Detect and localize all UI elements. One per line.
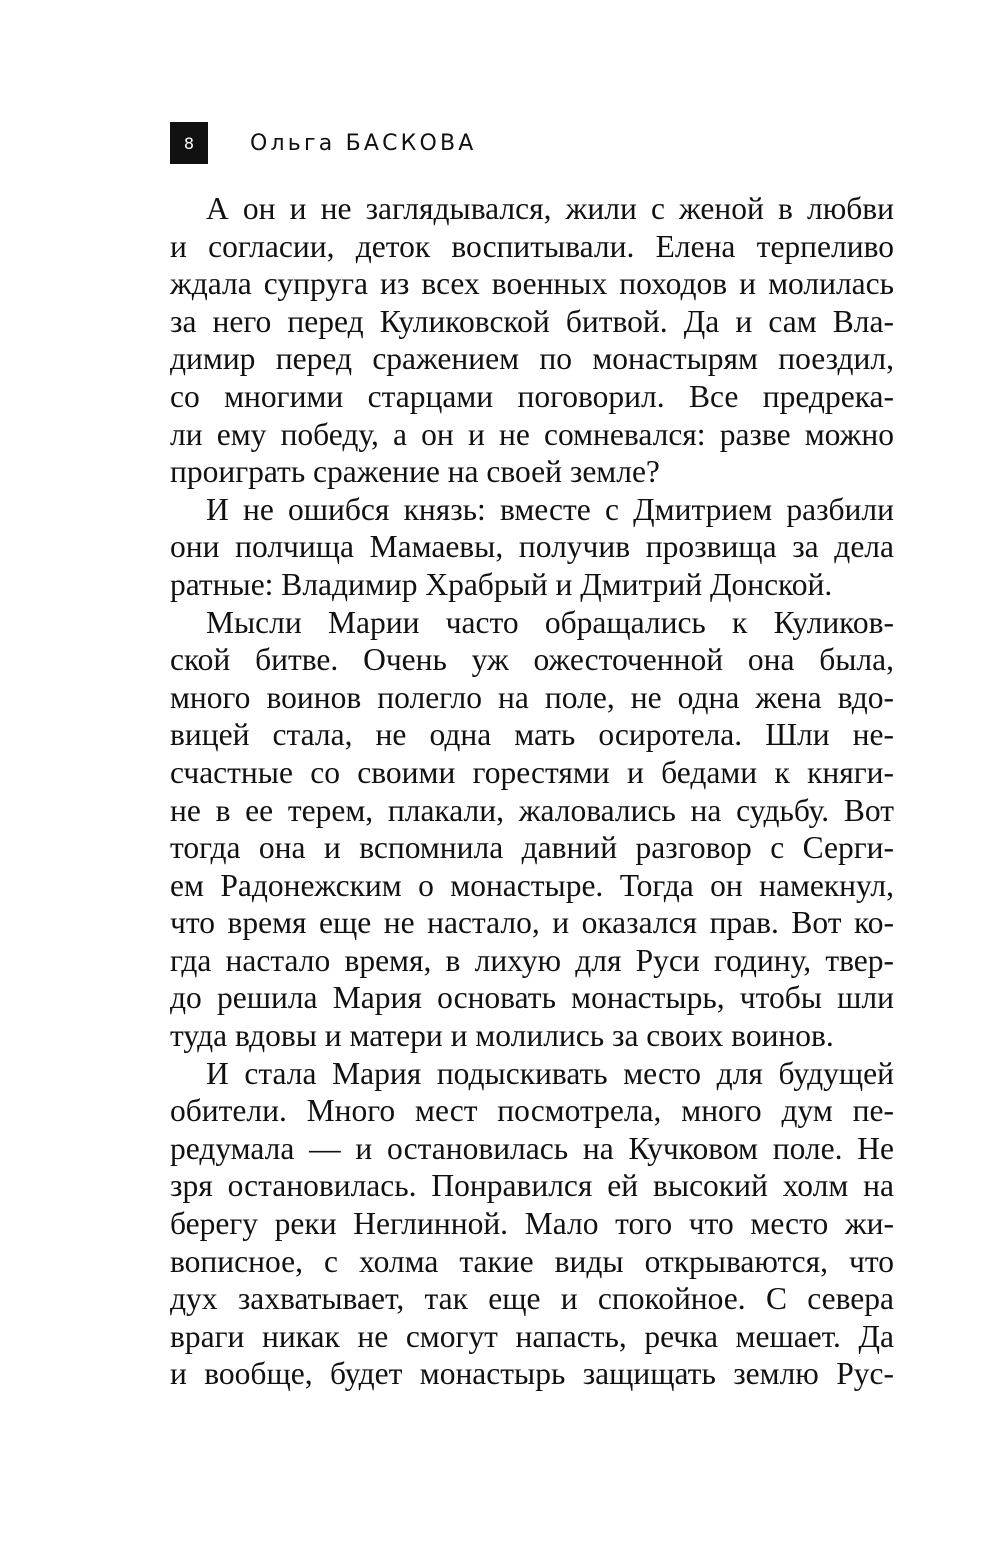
author-name: Ольга БАСКОВА <box>250 130 477 156</box>
paragraph <box>170 491 894 604</box>
text-line: димир перед сражением по монастырям поездил, <box>170 341 894 377</box>
text-line: гда настало время, в лихую для Руси годину, твер- <box>170 942 894 978</box>
text-line: И стала Мария подыскивать место для будущей <box>206 1055 894 1091</box>
page-number: 8 <box>170 122 208 164</box>
text-line: дух захватывает, так еще и спокойное. С севера <box>170 1281 894 1317</box>
paragraph <box>170 190 894 491</box>
text-line: редумала — и остановилась на Кучковом поле. Не <box>170 1130 894 1166</box>
text-line: счастные со своими горестями и бедами к княги- <box>170 754 894 790</box>
text-line: тогда она и вспомнила давний разговор с Серги- <box>170 830 894 866</box>
text-line: ской битве. Очень уж ожесточенной она была, <box>170 642 894 678</box>
paragraph <box>170 1055 894 1393</box>
text-line: со многими старцами поговорил. Все предрека- <box>170 378 894 414</box>
text-line: ем Радонежским о монастыре. Тогда он намекнул, <box>170 867 894 903</box>
text-line: что время еще не настало, и оказался прав. Вот ко- <box>170 905 894 941</box>
text-line: много воинов полегло на поле, не одна жена вдо- <box>170 679 894 715</box>
text-line: не в ее терем, плакали, жаловались на судьбу. Вот <box>170 792 894 828</box>
text-line: туда вдовы и матери и молились за своих воинов. <box>170 1018 834 1054</box>
text-line: проиграть сражение на своей земле? <box>170 454 660 490</box>
text-line: ли ему победу, а он и не сомневался: разве можно <box>170 416 894 452</box>
body-text <box>170 190 894 1393</box>
text-line: и согласии, деток воспитывали. Елена терпеливо <box>170 228 894 264</box>
text-line: вицей стала, не одна мать осиротела. Шли не- <box>170 717 894 753</box>
text-line: Мысли Марии часто обращались к Куликов- <box>206 604 894 640</box>
paragraph <box>170 604 894 1055</box>
text-line: берегу реки Неглинной. Мало того что место жи- <box>170 1206 894 1242</box>
text-line: вописное, с холма такие виды открываются, что <box>170 1243 894 1279</box>
text-line: ждала супруга из всех военных походов и молилась <box>170 266 894 302</box>
running-head <box>170 122 477 164</box>
text-line: зря остановилась. Понравился ей высокий холм на <box>170 1168 894 1204</box>
text-line: ратные: Владимир Храбрый и Дмитрий Донской. <box>170 566 833 602</box>
text-line: И не ошибся князь: вместе с Дмитрием разбили <box>206 491 894 527</box>
text-line: и вообще, будет монастырь защищать землю Рус- <box>170 1356 894 1392</box>
text-line: они полчища Мамаевы, получив прозвища за дела <box>170 529 894 565</box>
text-line: враги никак не смогут напасть, речка мешает. Да <box>170 1318 894 1354</box>
text-line: А он и не заглядывался, жили с женой в любви <box>206 191 894 226</box>
text-line: обители. Много мест посмотрела, много дум пе- <box>170 1093 894 1129</box>
text-line: за него перед Куликовской битвой. Да и сам Вла- <box>170 303 894 339</box>
text-line: до решила Мария основать монастырь, чтобы шли <box>170 980 894 1016</box>
